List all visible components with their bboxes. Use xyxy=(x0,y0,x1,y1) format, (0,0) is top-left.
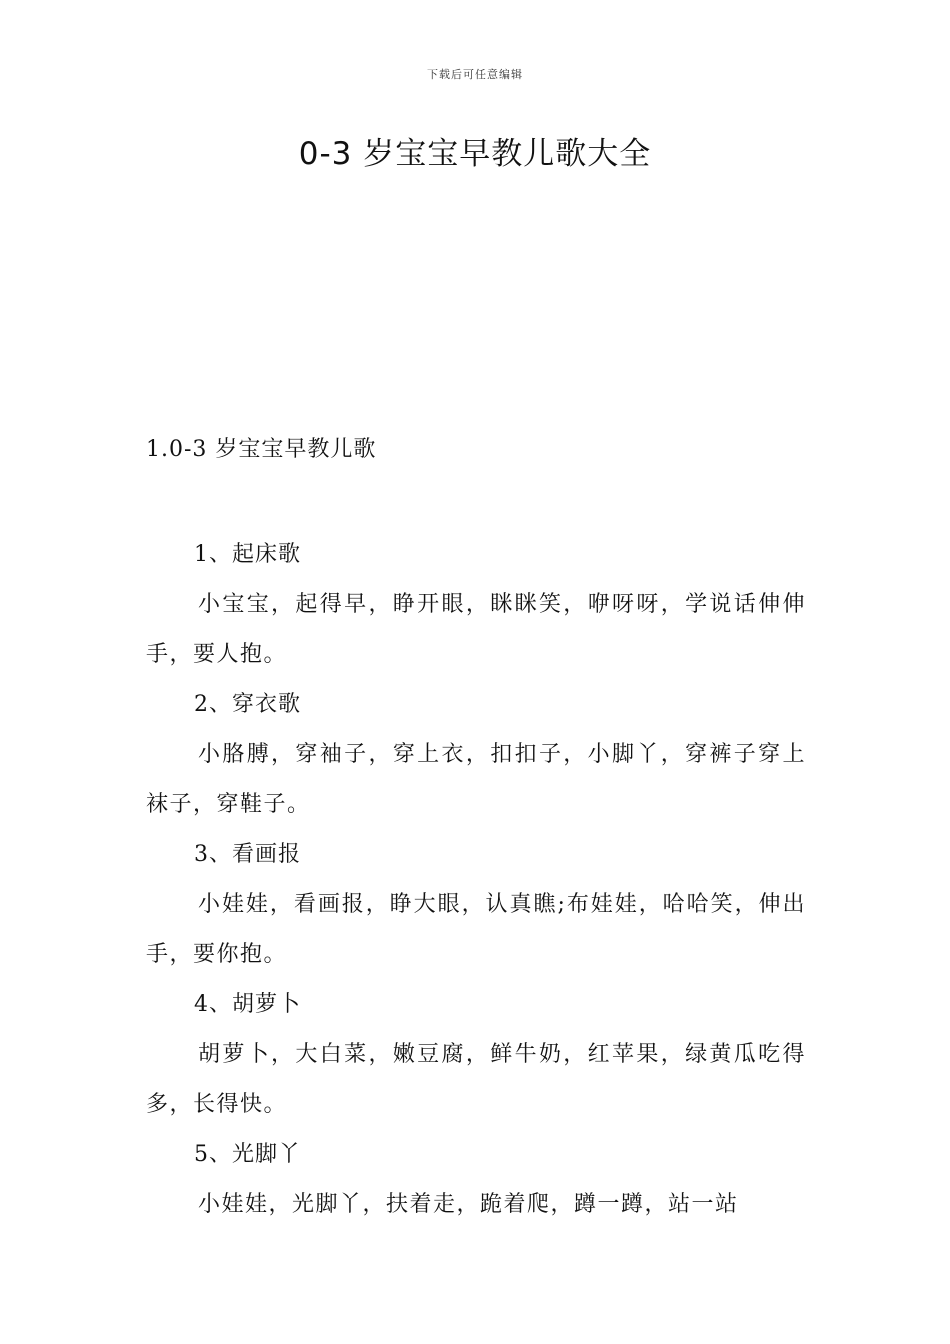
header-note: 下载后可任意编辑 xyxy=(427,68,523,81)
song-lyrics-5: 小娃娃，光脚丫，扶着走，跪着爬，蹲一蹲，站一站 xyxy=(198,1192,739,1217)
song-list xyxy=(146,530,806,1230)
song-lyrics-1: 小宝宝，起得早，睁开眼，眯眯笑，咿呀呀，学说话伸伸手，要人抱。 xyxy=(146,592,806,667)
section-heading: 1.0-3 岁宝宝早教儿歌 xyxy=(146,437,377,462)
song-lyrics-3: 小娃娃，看画报，睁大眼，认真瞧;布娃娃，哈哈笑，伸出手，要你抱。 xyxy=(146,892,806,967)
song-title-2: 2、穿衣歌 xyxy=(194,692,301,717)
song-title-3: 3、看画报 xyxy=(194,842,301,867)
song-title-5: 5、光脚丫 xyxy=(194,1142,301,1167)
document-title: 0-3 岁宝宝早教儿歌大全 xyxy=(298,136,652,172)
song-title-1: 1、起床歌 xyxy=(194,542,301,567)
song-lyrics-4: 胡萝卜，大白菜，嫩豆腐，鲜牛奶，红苹果，绿黄瓜吃得多，长得快。 xyxy=(146,1042,806,1117)
song-lyrics-2: 小胳膊，穿袖子，穿上衣，扣扣子，小脚丫，穿裤子穿上袜子，穿鞋子。 xyxy=(146,742,806,817)
song-title-4: 4、胡萝卜 xyxy=(194,992,301,1017)
